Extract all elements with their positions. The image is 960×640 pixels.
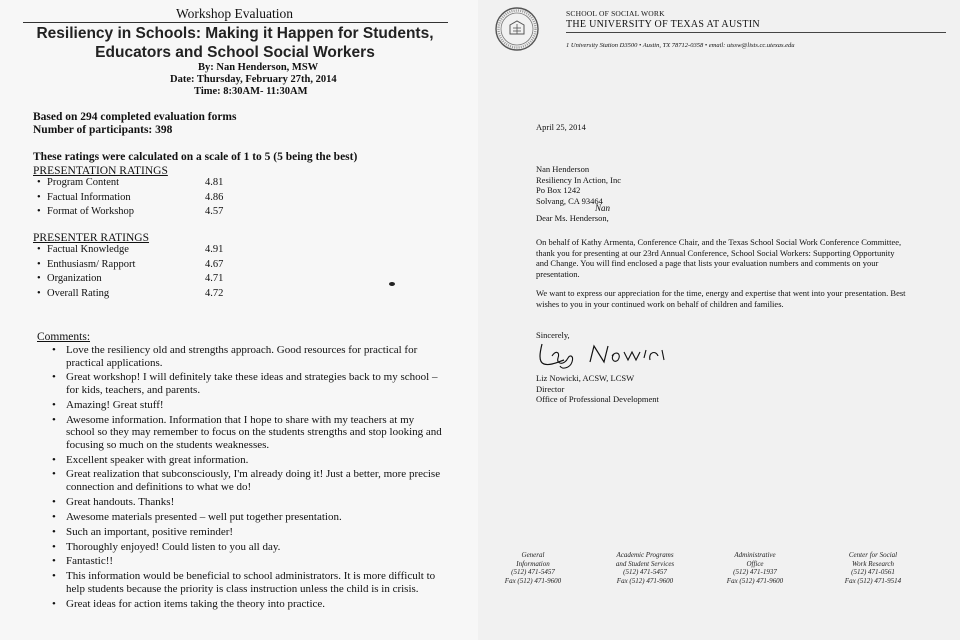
footer-line: Administrative <box>734 551 776 559</box>
presentation-rating-row <box>37 192 223 203</box>
completed-forms: Based on 294 completed evaluation forms <box>33 111 237 123</box>
signer-office: Office of Professional Development <box>536 394 659 404</box>
comment-item: • Such an important, positive reminder! <box>52 526 442 539</box>
presenter-rating-row <box>37 259 223 270</box>
presentation-rating-label: Program Content <box>47 177 120 188</box>
footer-line: Office <box>746 559 764 568</box>
bullet: • <box>37 177 41 188</box>
footer-contact-column <box>590 551 700 585</box>
footer-contact-column <box>478 551 588 585</box>
evaluation-stats <box>33 111 236 137</box>
presenter-rating-label: Enthusiasm/ Rapport <box>47 258 136 270</box>
letter-paragraph-1: On behalf of Kathy Armenta, Conference Chair, and the Texas School Social Work Conference Committee, thank you for presenting at our 23rd Annual Conference, School Social Workers: Supporting Opportunity and Change. You will find enclosed a page that lists your evaluation numbers and comments on your presentation. <box>536 237 902 279</box>
comments-list <box>52 344 442 613</box>
footer-line: (512) 471-0561 <box>851 568 895 576</box>
session-date: Date: Thursday, February 27th, 2014 <box>170 74 337 85</box>
presentation-rating-label: Format of Workshop <box>47 206 135 217</box>
university-seal <box>494 6 540 52</box>
presenter-rating-label: Organization <box>47 273 102 284</box>
presenter-rating-value: 4.67 <box>205 258 224 270</box>
footer-contact-column <box>818 551 928 585</box>
presentation-rating-row <box>37 206 223 217</box>
footer-contact-column <box>700 551 810 585</box>
title-line-2: Educators and School Social Workers <box>95 44 375 61</box>
presenter-rating-row <box>37 244 223 255</box>
footer-line: Academic Programs <box>616 551 674 559</box>
comment-item: • Love the resiliency old and strengths approach. Good resources for practical for practical applications. <box>52 344 442 369</box>
footer-line: (512) 471-5457 <box>511 568 555 576</box>
bullet: • <box>37 206 41 217</box>
signer-title: Director <box>536 383 565 394</box>
bullet: • <box>37 273 41 284</box>
session-time: Time: 8:30AM- 11:30AM <box>194 86 308 97</box>
workshop-title <box>30 24 440 62</box>
title-line-1: Resiliency in Schools: Making it Happen for Students, <box>36 25 434 42</box>
footer-line: and Student Services <box>615 559 675 568</box>
presenter-ratings-heading: PRESENTER RATINGS <box>33 232 149 244</box>
presenter-rating-value: 4.72 <box>205 287 224 299</box>
comment-item: • Excellent speaker with great information. <box>52 454 442 467</box>
comment-item: • Great workshop! I will definitely take these ideas and strategies back to my school – for kids, teachers, and parents. <box>52 371 442 396</box>
footer-line: Fax (512) 471-9514 <box>844 576 902 585</box>
letterhead-footer <box>478 551 960 601</box>
footer-line: (512) 471-5457 <box>623 568 667 576</box>
participant-count: Number of participants: 398 <box>33 124 173 136</box>
comment-item: • Great ideas for action items taking the theory into practice. <box>52 598 442 611</box>
bullet: • <box>37 258 41 270</box>
scale-note: These ratings were calculated on a scale of 1 to 5 (5 being the best) <box>33 151 358 163</box>
bullet: • <box>37 191 41 203</box>
comment-item: • Awesome information. Information that I hope to share with my teachers at my school so they may remember to focus on the students strengths and stop looking and focusing so much on the students weaknesses. <box>52 414 442 452</box>
letterhead-rule <box>566 32 946 33</box>
footer-line: Fax (512) 471-9600 <box>504 576 562 585</box>
comment-item: • Awesome materials presented – well put together presentation. <box>52 511 442 524</box>
school-name: SCHOOL OF SOCIAL WORK <box>566 9 665 18</box>
signature-block <box>536 373 659 405</box>
comment-item: • Great handouts. Thanks! <box>52 496 442 509</box>
presenter-rating-value: 4.71 <box>205 273 224 284</box>
recipient-line: Solvang, CA 93464 <box>536 195 603 206</box>
letterhead-address: 1 University Station D3500 • Austin, TX 78712-0358 • email: utssw@lists.cc.utexas.edu <box>566 42 795 49</box>
presentation-rating-value: 4.81 <box>205 177 224 188</box>
comment-item: • Thoroughly enjoyed! Could listen to you all day. <box>52 541 442 554</box>
presentation-rating-value: 4.86 <box>205 191 224 203</box>
presenter-rating-label: Overall Rating <box>47 287 110 299</box>
evaluation-heading: Workshop Evaluation <box>175 6 294 21</box>
comment-item: • Amazing! Great stuff! <box>52 399 442 412</box>
comment-item: • Fantastic!! <box>52 555 442 568</box>
comment-item: • This information would be beneficial to school administrators. It is more difficult to help students because the priority is class instruction unless the child is in crisis. <box>52 570 442 595</box>
comment-item: • Great realization that subconsciously, I'm already doing it! Just a better, more precise connection and definitions to what we do! <box>52 468 442 493</box>
footer-line: Fax (512) 471-9600 <box>616 576 674 585</box>
presenter-rating-row <box>37 273 223 284</box>
handwritten-signature <box>534 336 684 372</box>
presenter-rating-value: 4.91 <box>205 244 224 255</box>
letter-date: April 25, 2014 <box>536 122 586 132</box>
presentation-ratings-heading: PRESENTATION RATINGS <box>33 165 168 177</box>
presenter-rating-label: Factual Knowledge <box>47 244 129 255</box>
presentation-rating-label: Factual Information <box>47 191 131 203</box>
footer-line: Work Research <box>851 559 895 568</box>
signer-name: Liz Nowicki, ACSW, LCSW <box>536 373 635 383</box>
letter-paragraph-2: We want to express our appreciation for the time, energy and expertise that went into your presentation. Best wishes to you in your continued work on behalf of children and families. <box>536 288 906 309</box>
recipient-line: Po Box 1242 <box>536 185 581 195</box>
salutation: Dear Ms. Henderson, <box>536 213 609 223</box>
bullet: • <box>37 244 41 255</box>
presenter-byline: By: Nan Henderson, MSW <box>198 62 319 73</box>
presentation-rating-row <box>37 177 223 188</box>
letter-page <box>478 0 960 640</box>
university-name: THE UNIVERSITY OF TEXAS AT AUSTIN <box>566 19 760 30</box>
recipient-line: Nan Henderson <box>536 164 590 174</box>
recipient-line: Resiliency In Action, Inc <box>536 174 621 185</box>
closing: Sincerely, <box>536 330 570 340</box>
comments-heading: Comments: <box>37 331 91 343</box>
footer-line: Center for Social <box>848 551 898 559</box>
session-info <box>170 62 370 98</box>
evaluation-page <box>0 0 478 640</box>
footer-line: Fax (512) 471-9600 <box>726 576 784 585</box>
presenter-rating-row <box>37 288 223 299</box>
handwritten-annotation: Nan <box>595 203 611 213</box>
bullet: • <box>37 287 41 299</box>
footer-line: Information <box>516 559 550 568</box>
footer-line: General <box>521 551 545 559</box>
recipient-address <box>536 164 621 206</box>
presentation-rating-value: 4.57 <box>205 206 224 217</box>
scan-speck <box>389 282 395 286</box>
heading-rule <box>23 22 448 23</box>
footer-line: (512) 471-1937 <box>733 568 777 576</box>
